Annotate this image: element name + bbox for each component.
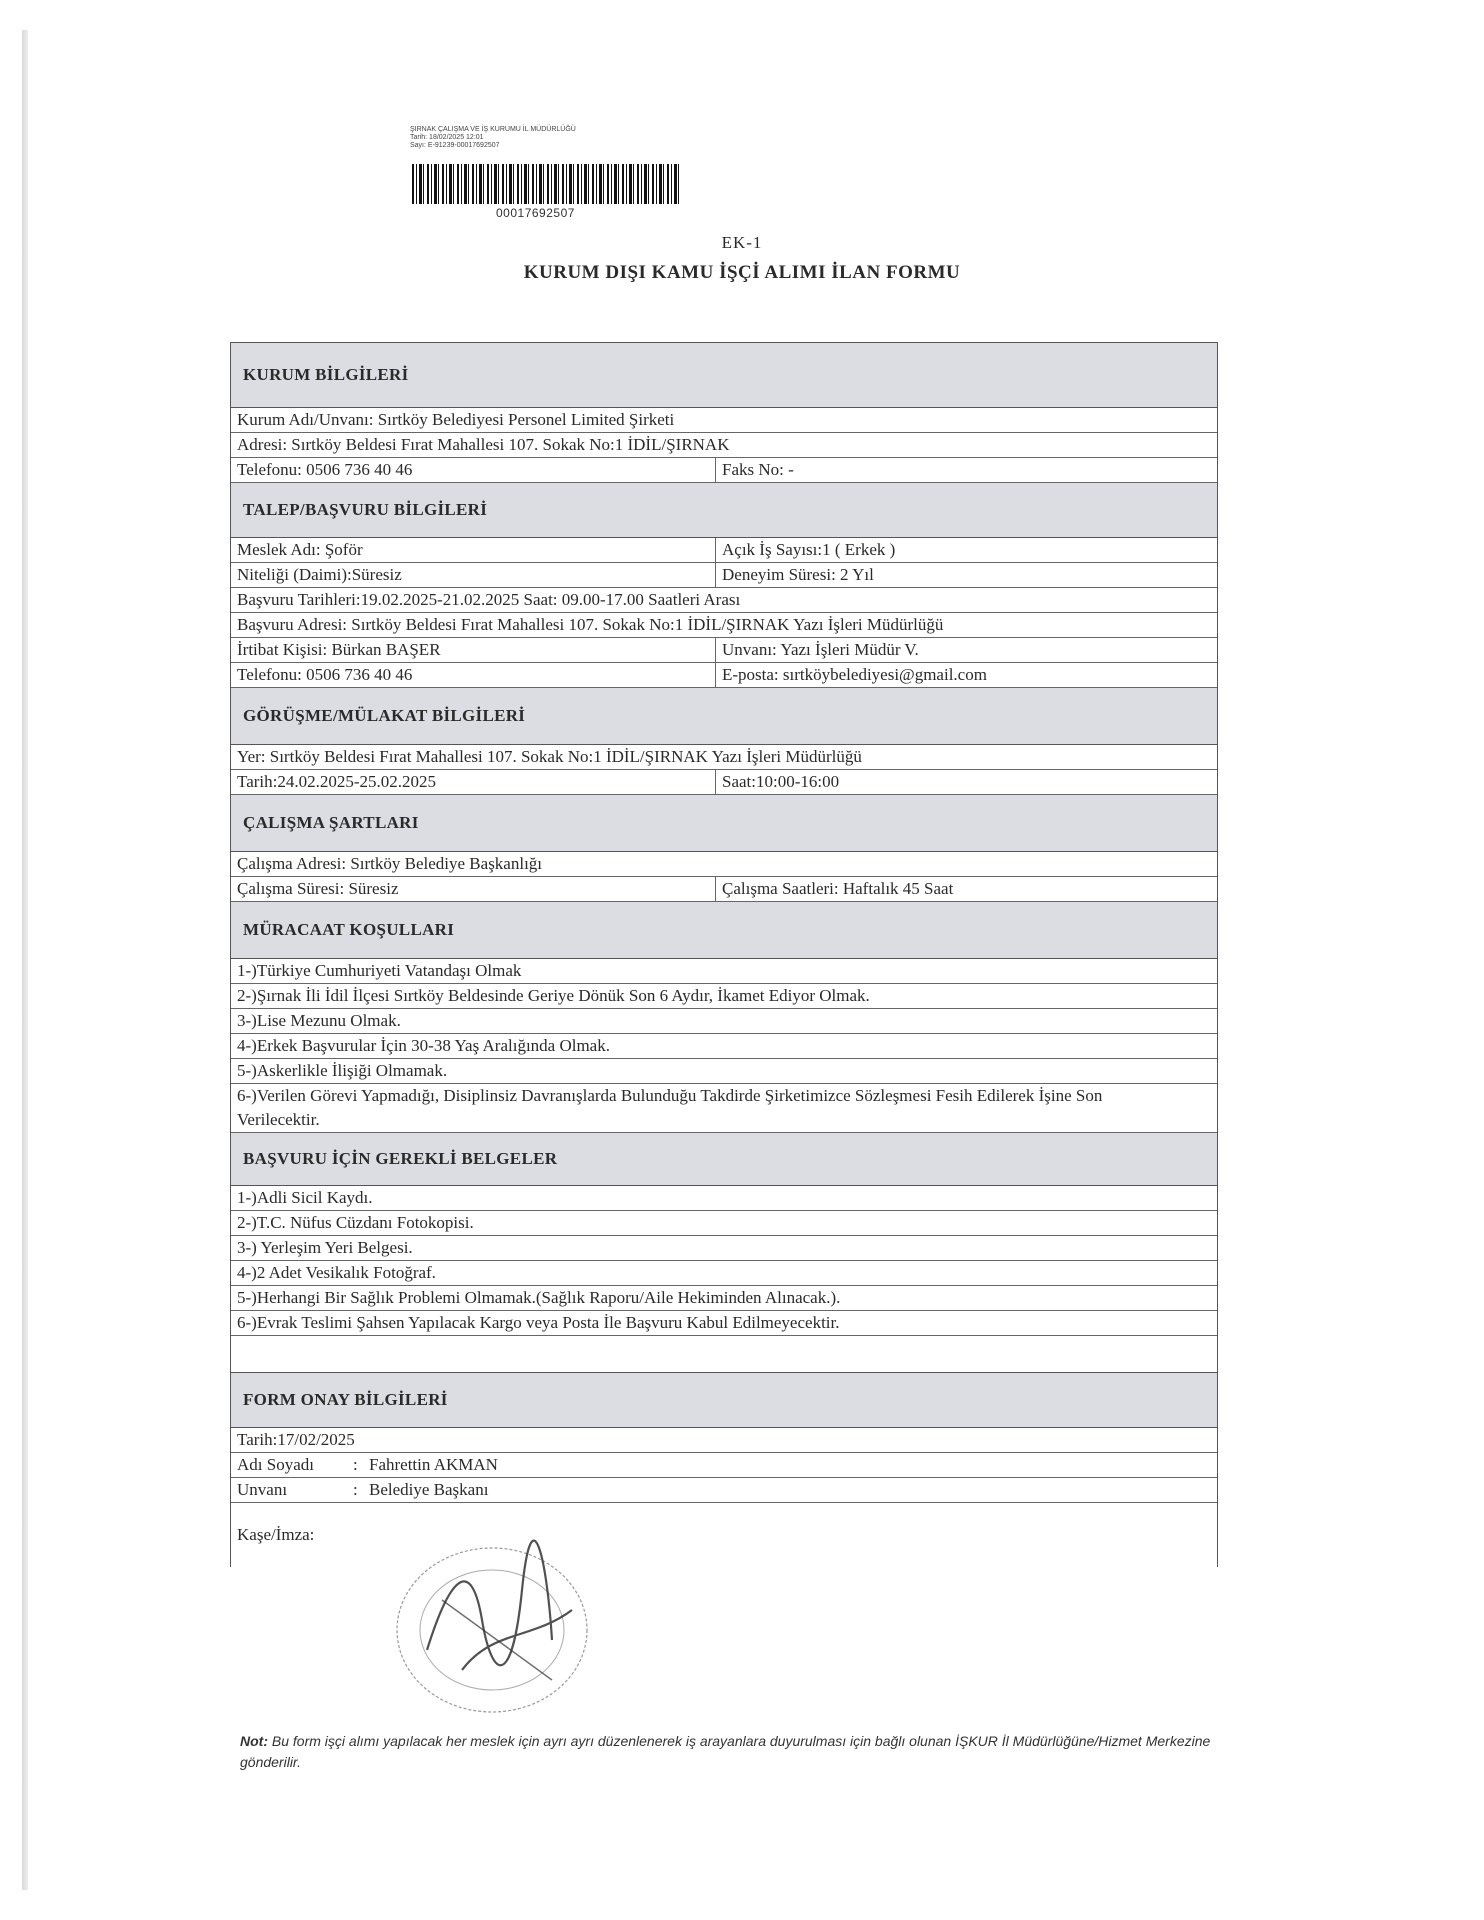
onay-adi-label: Adı Soyadı [237,1455,314,1474]
stamp-line-2: Tarih: 18/02/2025 12:01 [410,134,484,141]
list-item [231,1084,1217,1133]
list-item [231,1236,1217,1261]
row-irtibat [231,638,1217,663]
spacer-row [231,1336,1217,1373]
belge-item: 4-)2 Adet Vesikalık Fotoğraf. [237,1263,436,1282]
form-title: KURUM DIŞI KAMU İŞÇİ ALIMI İLAN FORMU [523,262,961,283]
section-calisma-heading: ÇALIŞMA ŞARTLARI [231,795,1217,852]
basvuru-tarihleri: Başvuru Tarihleri:19.02.2025-21.02.2025 Saat: 09.00-17.00 Saatleri Arası [237,590,741,609]
list-item [231,1009,1217,1034]
list-item [231,959,1217,984]
scan-edge [22,30,28,1890]
kurum-adi: Kurum Adı/Unvanı: Sırtköy Belediyesi Personel Limited Şirketi [237,410,675,429]
signature-stamp [372,1530,612,1730]
belge-item: 1-)Adli Sicil Kaydı. [237,1188,373,1207]
section-muracaat-heading: MÜRACAAT KOŞULLARI [231,902,1217,959]
belge-item: 2-)T.C. Nüfus Cüzdanı Fotokopisi. [237,1213,474,1232]
row-onay-tarih [231,1428,1217,1453]
gorusme-saat: Saat:10:00-16:00 [722,772,840,791]
gorusme-tarih: Tarih:24.02.2025-25.02.2025 [231,770,716,794]
list-item [231,1311,1217,1336]
stamp-line-3: Sayı: E-91239-00017692507 [410,142,500,149]
kurum-telefon: Telefonu: 0506 736 40 46 [231,458,716,482]
colon-separator: : [353,1455,358,1474]
onay-tarih: Tarih:17/02/2025 [237,1430,355,1449]
muracaat-item: 1-)Türkiye Cumhuriyeti Vatandaşı Olmak [237,961,522,980]
muracaat-item: 3-)Lise Mezunu Olmak. [237,1011,401,1030]
barcode [412,164,680,204]
row-gorusme-tarih [231,770,1217,795]
irtibat-unvani: Unvanı: Yazı İşleri Müdür V. [722,640,919,659]
irtibat-kisisi: İrtibat Kişisi: Bürkan BAŞER [231,638,716,662]
list-item [231,1186,1217,1211]
talep-telefon: Telefonu: 0506 736 40 46 [231,663,716,687]
row-calisma-sure [231,877,1217,902]
row-kurum-adres [231,433,1217,458]
document-stamp-header [410,126,680,150]
row-basvuru-adresi [231,613,1217,638]
section-belgeler-heading: BAŞVURU İÇİN GEREKLİ BELGELER [231,1133,1217,1186]
basvuru-adresi: Başvuru Adresi: Sırtköy Beldesi Fırat Mahallesi 107. Sokak No:1 İDİL/ŞIRNAK Yazı İşleri Müdürlüğü [237,615,944,634]
list-item [231,1059,1217,1084]
list-item [231,1286,1217,1311]
talep-eposta: E-posta: sırtköybelediyesi@gmail.com [722,665,987,684]
belge-item: 5-)Herhangi Bir Sağlık Problemi Olmamak.(Sağlık Raporu/Aile Hekiminden Alınacak.). [237,1288,841,1307]
niteligi: Niteliği (Daimi):Süresiz [231,563,716,587]
footer-note [240,1731,1230,1773]
list-item [231,1211,1217,1236]
row-calisma-adres [231,852,1217,877]
calisma-adresi: Çalışma Adresi: Sırtköy Belediye Başkanlığı [237,854,543,873]
row-niteligi [231,563,1217,588]
acik-is-sayisi: Açık İş Sayısı:1 ( Erkek ) [722,540,896,559]
announcement-form [230,342,1218,1567]
stamp-line-1: ŞIRNAK ÇALIŞMA VE İŞ KURUMU İL MÜDÜRLÜĞÜ [410,126,576,133]
onay-unvan-label: Unvanı [237,1480,288,1499]
onay-adi-value: Fahrettin AKMAN [369,1455,498,1474]
kurum-faks: Faks No: - [722,460,794,479]
section-talep-heading: TALEP/BAŞVURU BİLGİLERİ [231,483,1217,538]
row-meslek [231,538,1217,563]
row-talep-telefon [231,663,1217,688]
list-item [231,984,1217,1009]
calisma-suresi: Çalışma Süresi: Süresiz [231,877,716,901]
row-gorusme-yer [231,745,1217,770]
muracaat-item: 6-)Verilen Görevi Yapmadığı, Disiplinsiz Davranışlarda Bulunduğu Takdirde Şirketimizce Sözleşmesi Fesih Edilerek İşine Son Verilecektir. [237,1086,1103,1129]
meslek-adi: Meslek Adı: Şoför [231,538,716,562]
list-item [231,1261,1217,1286]
muracaat-item: 4-)Erkek Başvurular İçin 30-38 Yaş Aralığında Olmak. [237,1036,610,1055]
list-item [231,1034,1217,1059]
muracaat-item: 2-)Şırnak İli İdil İlçesi Sırtköy Beldesinde Geriye Dönük Son 6 Aydır, İkamet Ediyor Olmak. [237,986,870,1005]
row-onay-adi [231,1453,1217,1478]
deneyim-suresi: Deneyim Süresi: 2 Yıl [722,565,874,584]
colon-separator: : [353,1480,358,1499]
muracaat-item: 5-)Askerlikle İlişiği Olmamak. [237,1061,448,1080]
belge-item: 3-) Yerleşim Yeri Belgesi. [237,1238,413,1257]
row-kurum-telefon [231,458,1217,483]
note-text: Bu form işçi alımı yapılacak her meslek için ayrı ayrı düzenlenerek iş arayanlara duyurulması için bağlı olunan İŞKUR İl Müdürlüğüne/Hizmet Merkezine gönderilir. [240,1733,1211,1770]
section-kurum-heading: KURUM BİLGİLERİ [231,343,1217,408]
onay-unvan-value: Belediye Başkanı [369,1480,489,1499]
kurum-adres: Adresi: Sırtköy Beldesi Fırat Mahallesi 107. Sokak No:1 İDİL/ŞIRNAK [237,435,730,454]
belge-item: 6-)Evrak Teslimi Şahsen Yapılacak Kargo veya Posta İle Başvuru Kabul Edilmeyecektir. [237,1313,840,1332]
barcode-number: 00017692507 [496,206,575,220]
section-onay-heading: FORM ONAY BİLGİLERİ [231,1373,1217,1428]
row-basvuru-tarihleri [231,588,1217,613]
row-kurum-adi [231,408,1217,433]
calisma-saatleri: Çalışma Saatleri: Haftalık 45 Saat [722,879,954,898]
note-label: Not: [240,1733,268,1749]
section-gorusme-heading: GÖRÜŞME/MÜLAKAT BİLGİLERİ [231,688,1217,745]
gorusme-yer: Yer: Sırtköy Beldesi Fırat Mahallesi 107. Sokak No:1 İDİL/ŞIRNAK Yazı İşleri Müdürlüğü [237,747,862,766]
row-onay-unvan [231,1478,1217,1503]
annex-label: EK-1 [721,233,763,252]
kase-imza-label: Kaşe/İmza: [237,1525,315,1544]
